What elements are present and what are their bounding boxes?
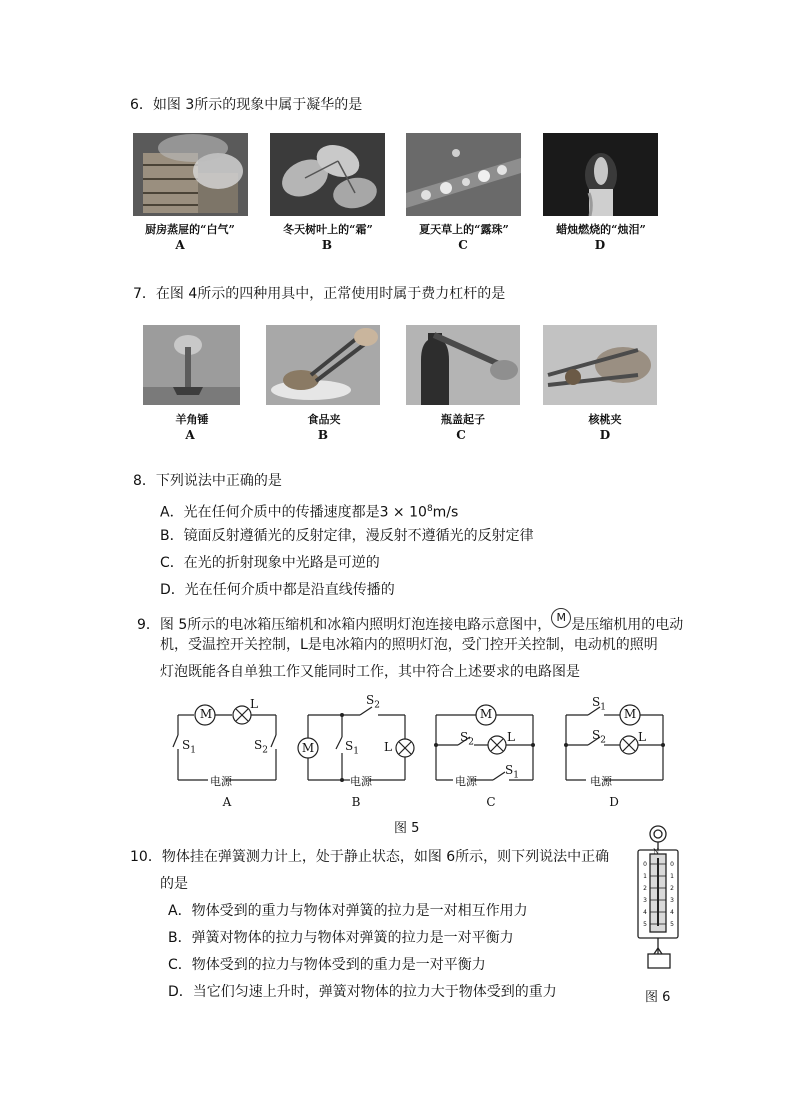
- circuit-c-s1-label: $S_1$: [505, 763, 519, 781]
- q7-caption-a: 羊角锤: [175, 413, 209, 426]
- circuit-b-source-label: 电源: [350, 775, 372, 788]
- circuit-a-source-label: 电源: [210, 775, 232, 788]
- q10-option-d: D．当它们匀速上升时，弹簧对物体的拉力大于物体受到的重力: [168, 984, 557, 1000]
- q6-stem: 6．如图 3所示的现象中属于凝华的是: [130, 97, 363, 113]
- q6-letter-a: A: [175, 238, 185, 252]
- q8-stem: 8．下列说法中正确的是: [133, 473, 282, 489]
- q7-caption-d: 核桃夹: [588, 413, 622, 426]
- nutcracker-illustration: [543, 325, 657, 405]
- circuit-letter-b: B: [351, 795, 361, 809]
- q9-line3: 灯泡既能各自单独工作又能同时工作，其中符合上述要求的电路图是: [160, 664, 580, 680]
- figure-6-caption: 图 6: [645, 990, 671, 1005]
- circuit-a-s2-label: $S_2$: [254, 738, 268, 756]
- q9-line2: 机，受温控开关控制，L是电冰箱内的照明灯泡，受门控开关控制，电动机的照明: [160, 637, 658, 653]
- q7-caption-c: 瓶盖起子: [441, 413, 485, 426]
- q9-line1-b: 是压缩机用的电动: [571, 617, 684, 633]
- q8-option-a-exponent: 8: [426, 504, 433, 514]
- claw-hammer-illustration: [143, 325, 240, 405]
- q10-option-a: A．物体受到的重力与物体对弹簧的拉力是一对相互作用力: [168, 903, 528, 919]
- q10-option-b: B．弹簧对物体的拉力与物体对弹簧的拉力是一对平衡力: [168, 930, 514, 946]
- circuit-d: [566, 705, 663, 780]
- motor-symbol-icon: M: [551, 608, 571, 628]
- photo-claw-hammer: [143, 325, 240, 405]
- spring-scale-figure: [628, 822, 688, 974]
- q6-letter-b: B: [321, 238, 333, 252]
- q7-caption-b: 食品夹: [307, 413, 341, 426]
- q6-letter-d: D: [594, 238, 606, 252]
- q6-caption-a: 厨房蒸屉的“白气”: [145, 223, 235, 236]
- spring-scale-ticks-left: 0 1 2 3 4 5: [643, 861, 647, 928]
- q6-caption-d: 蜡烛燃烧的“烛泪”: [556, 223, 646, 236]
- circuit-a-s1-label: $S_1$: [182, 738, 196, 756]
- circuit-letter-c: C: [486, 795, 496, 809]
- circuit-b-lamp-label: L: [384, 740, 392, 754]
- circuit-letter-d: D: [609, 795, 619, 809]
- photo-steamer: [133, 133, 248, 216]
- bottle-opener-illustration: [406, 325, 520, 405]
- q10-line2: 的是: [160, 876, 188, 892]
- candle-illustration: [543, 133, 658, 216]
- food-tongs-illustration: [266, 325, 380, 405]
- q7-stem: 7．在图 4所示的四种用具中，正常使用时属于费力杠杆的是: [133, 286, 506, 302]
- q7-letter-b: B: [317, 428, 329, 442]
- q7-letter-c: C: [456, 428, 466, 442]
- q9-line1: [137, 608, 683, 635]
- circuit-a-motor-label: M: [199, 707, 213, 721]
- q8-option-a: [160, 499, 458, 523]
- q6-caption-c: 夏天草上的“露珠”: [419, 223, 509, 236]
- q6-caption-b: 冬天树叶上的“霜”: [283, 223, 373, 236]
- q7-letter-d: D: [599, 428, 611, 442]
- q9-line1-a: 9．图 5所示的电冰箱压缩机和冰箱内照明灯泡连接电路示意图中，: [137, 617, 552, 633]
- circuit-b-s2-label: $S_2$: [366, 693, 380, 711]
- circuit-letter-a: A: [222, 795, 232, 809]
- circuit-b-motor-label: M: [301, 741, 315, 755]
- circuit-d-s2-label: $S_2$: [592, 728, 606, 746]
- photo-food-tongs: [266, 325, 380, 405]
- circuit-c-motor-label: M: [479, 707, 493, 721]
- circuit-c-source-label: 电源: [455, 775, 477, 788]
- circuit-d-lamp-label: L: [638, 730, 646, 744]
- q10-option-c: C．物体受到的拉力与物体受到的重力是一对平衡力: [168, 957, 486, 973]
- q8-option-a-text: A．光在任何介质中的传播速度都是: [160, 504, 380, 521]
- circuit-b-s1-label: $S_1$: [345, 739, 359, 757]
- circuit-c-lamp-label: L: [507, 730, 515, 744]
- photo-candle: [543, 133, 658, 216]
- photo-dew-grass: [406, 133, 521, 216]
- steamer-illustration: [133, 133, 248, 216]
- q6-letter-c: C: [458, 238, 468, 252]
- dew-grass-illustration: [406, 133, 521, 216]
- circuit-d-source-label: 电源: [590, 775, 612, 788]
- photo-frost-leaves: [270, 133, 385, 216]
- circuit-d-motor-label: M: [623, 707, 637, 721]
- q8-option-c: C．在光的折射现象中光路是可逆的: [160, 555, 380, 571]
- photo-bottle-opener: [406, 325, 520, 405]
- q8-option-b: B．镜面反射遵循光的反射定律，漫反射不遵循光的反射定律: [160, 528, 534, 544]
- spring-scale-ticks-right: 0 1 2 3 4 5: [670, 861, 674, 928]
- q8-option-a-unit: m/s: [432, 504, 459, 521]
- photo-nutcracker: [543, 325, 657, 405]
- q8-option-a-value: 3 × 10: [379, 504, 427, 521]
- figure-5-caption: 图 5: [394, 821, 420, 836]
- circuit-c-s2-label: $S_2$: [460, 730, 474, 748]
- spring-scale-unit: N: [653, 848, 660, 856]
- q7-letter-a: A: [185, 428, 195, 442]
- frost-leaves-illustration: [270, 133, 385, 216]
- q8-option-d: D．光在任何介质中都是沿直线传播的: [160, 582, 395, 598]
- circuit-a-lamp-label: L: [250, 697, 258, 711]
- circuit-d-s1-label: $S_1$: [592, 695, 606, 713]
- q10-line1: 10．物体挂在弹簧测力计上，处于静止状态，如图 6所示，则下列说法中正确: [130, 849, 610, 865]
